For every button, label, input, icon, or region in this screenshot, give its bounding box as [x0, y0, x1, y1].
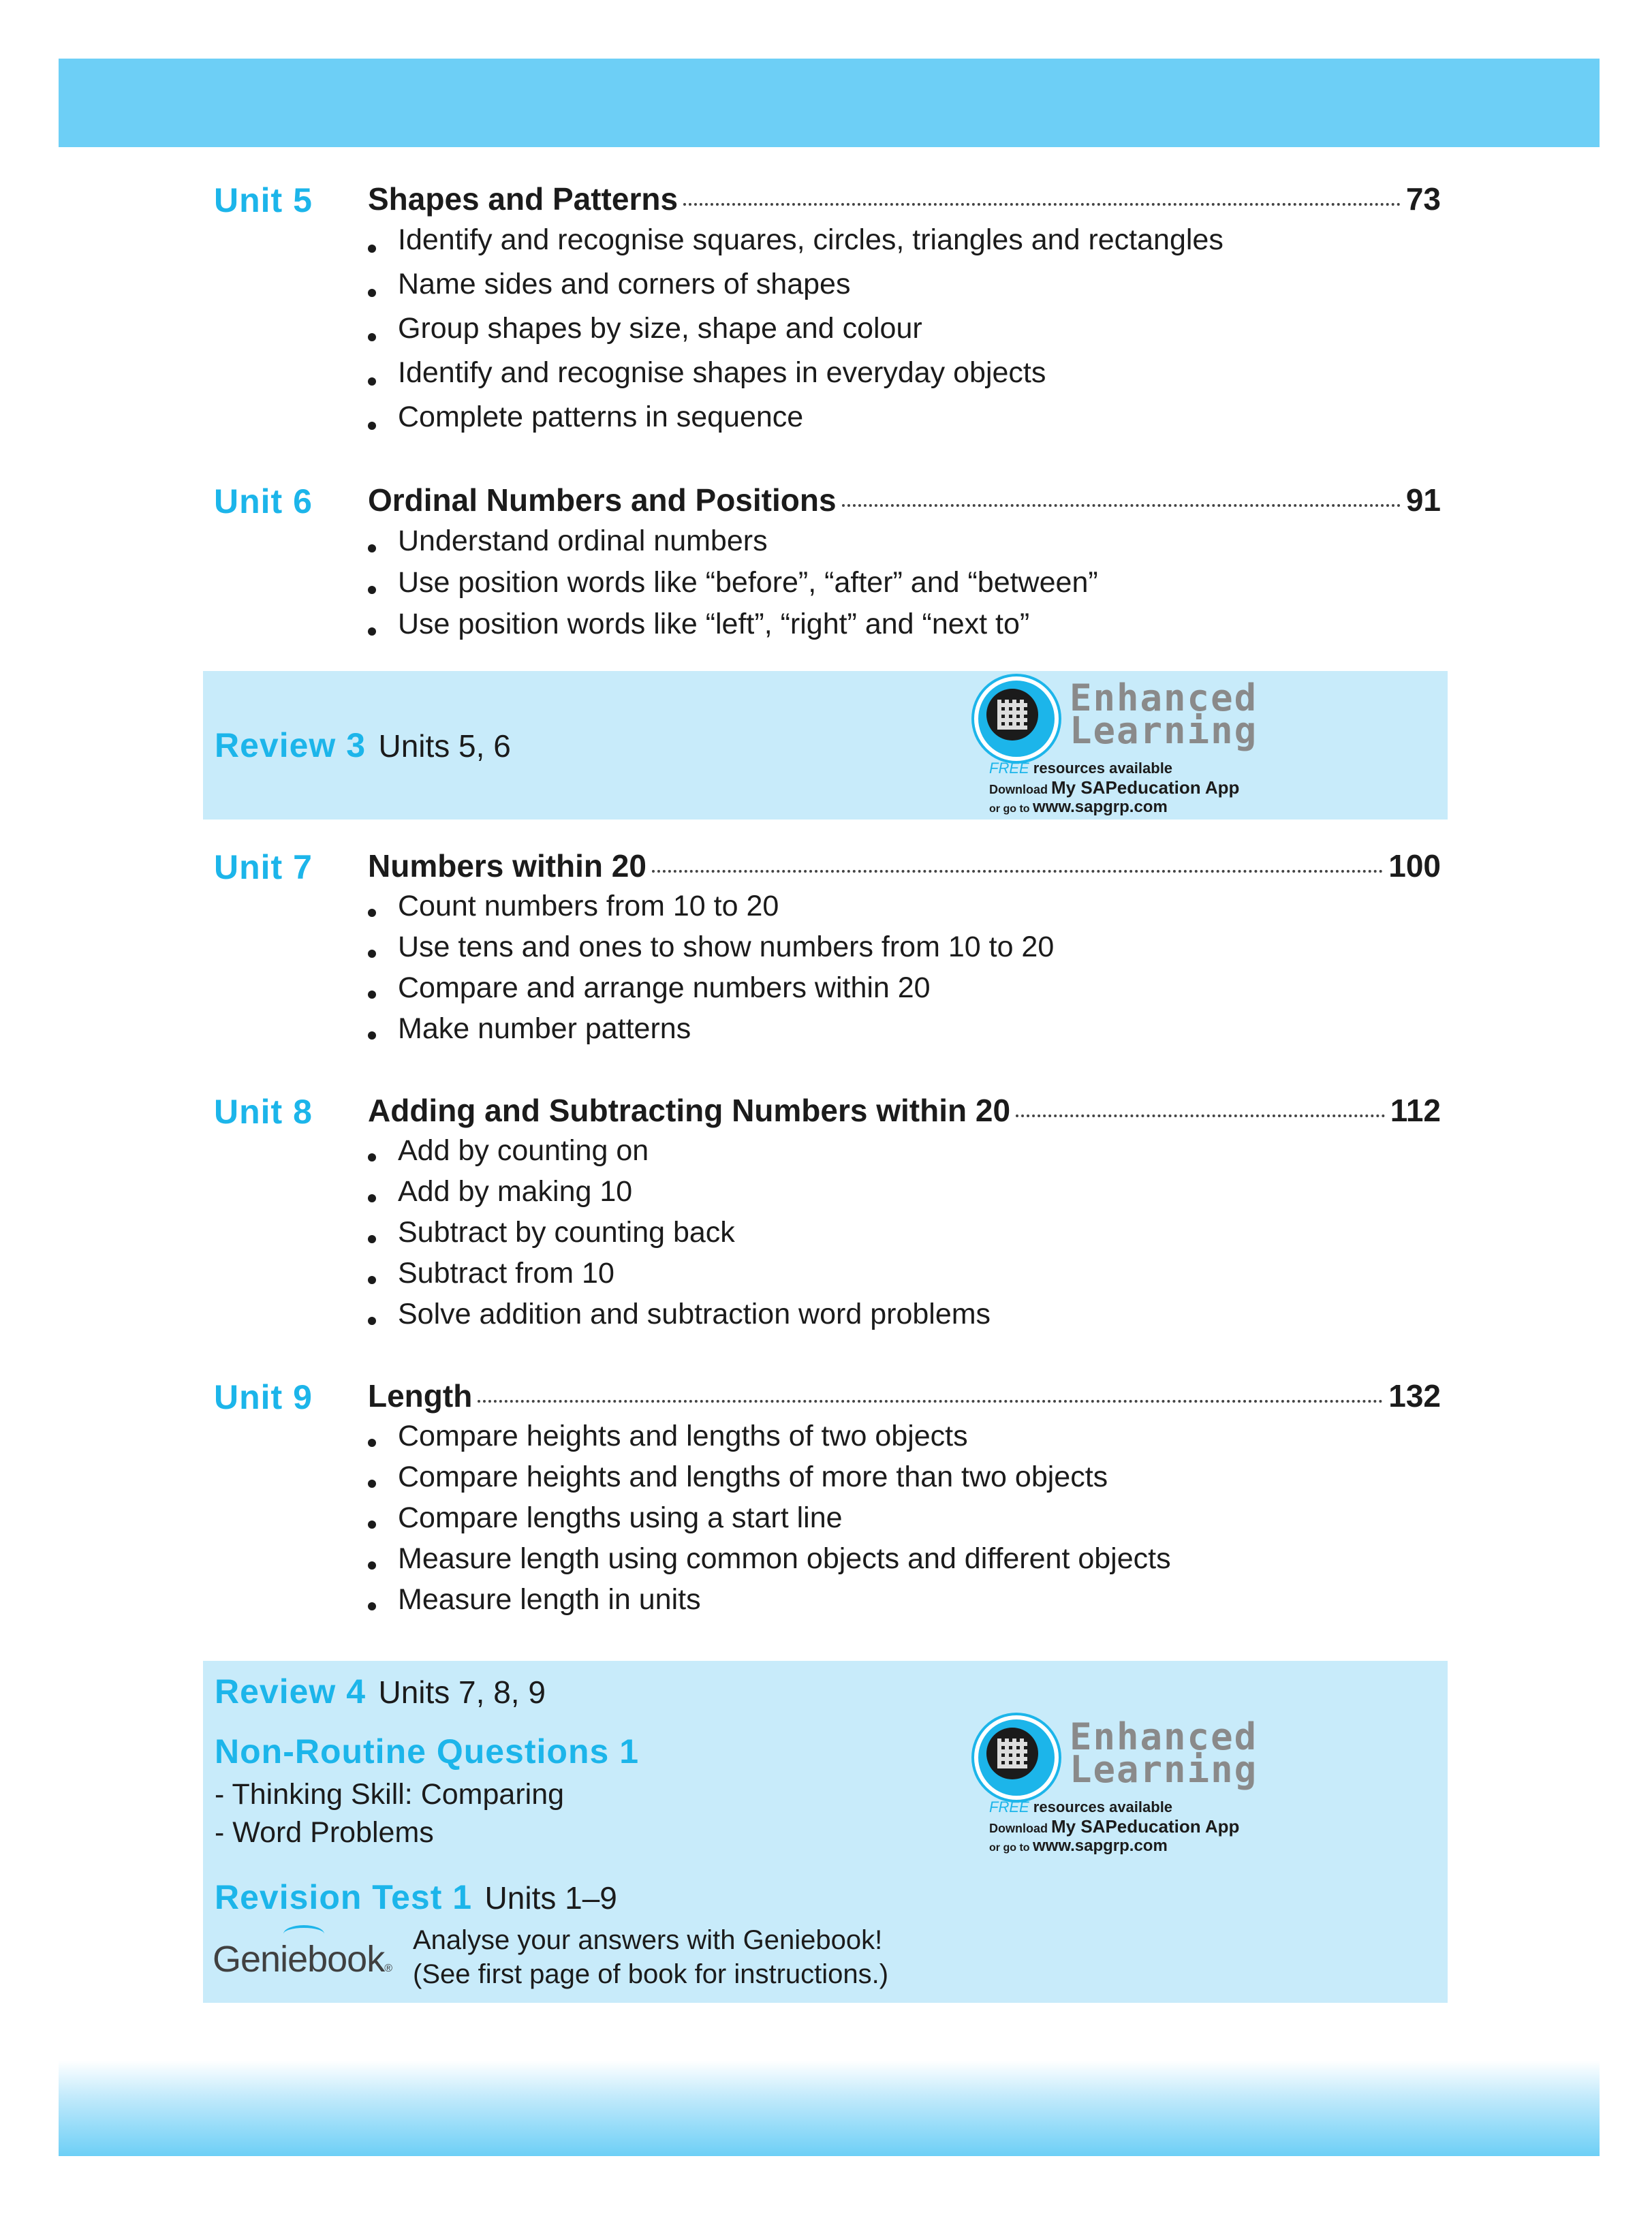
unit-5-label: Unit 5 [214, 181, 313, 219]
unit-8-title-row[interactable] [368, 1092, 1441, 1133]
unit-6-topics [368, 525, 1098, 649]
review-4-box [203, 1661, 1448, 2003]
list-item: Subtract from 10 [368, 1257, 991, 1298]
learning-text: Learning [1070, 1748, 1258, 1791]
list-item: Use position words like “left”, “right” and “next to” [368, 608, 1098, 649]
website-text: or go to www.sapgrp.com [989, 1837, 1168, 1855]
non-routine-item: - Thinking Skill: Comparing [215, 1778, 565, 1811]
review-3-box [203, 671, 1448, 820]
grid-icon [997, 1739, 1027, 1768]
unit-6-label: Unit 6 [214, 482, 313, 520]
list-item: Measure length using common objects and different objects [368, 1542, 1171, 1583]
unit-5-title: Shapes and Patterns [368, 181, 679, 217]
unit-5-title-row[interactable] [368, 181, 1441, 221]
revision-test-label: Revision Test 1 [215, 1878, 473, 1916]
list-item: Understand ordinal numbers [368, 525, 1098, 566]
review-3-text: Units 5, 6 [378, 728, 511, 764]
dot-leader [842, 504, 1401, 507]
enhanced-text: Enhanced [1070, 1715, 1258, 1758]
review-4-label: Review 4 [215, 1672, 367, 1711]
learning-text: Learning [1070, 709, 1258, 752]
non-routine-label[interactable]: Non-Routine Questions 1 [215, 1732, 639, 1771]
list-item: Compare and arrange numbers within 20 [368, 971, 1054, 1012]
list-item: Use tens and ones to show numbers from 10 to 20 [368, 931, 1054, 971]
unit-6-title: Ordinal Numbers and Positions [368, 482, 837, 518]
unit-9-title-row[interactable] [368, 1377, 1441, 1418]
unit-7-title-row[interactable] [368, 847, 1441, 888]
download-app-text: Download My SAPeducation App [989, 1816, 1240, 1837]
list-item: Use position words like “before”, “after” and “between” [368, 566, 1098, 608]
list-item: Name sides and corners of shapes [368, 268, 1224, 312]
free-resources-text: FREE resources available [989, 1798, 1173, 1815]
grid-icon [997, 700, 1027, 730]
list-item: Measure length in units [368, 1583, 1171, 1624]
list-item: Complete patterns in sequence [368, 401, 1224, 445]
unit-5-page-number: 73 [1405, 181, 1441, 217]
review-4-text: Units 7, 8, 9 [378, 1674, 546, 1710]
non-routine-item: - Word Problems [215, 1816, 434, 1849]
geniebook-line-1: Analyse your answers with Geniebook! [413, 1925, 883, 1955]
review-3-row[interactable] [215, 726, 511, 765]
geniebook-logo: Geniebook® [213, 1939, 392, 1980]
list-item: Compare heights and lengths of two objects [368, 1420, 1171, 1461]
list-item: Identify and recognise shapes in everyday objects [368, 356, 1224, 401]
review-4-row[interactable] [215, 1672, 546, 1711]
unit-8-title: Adding and Subtracting Numbers within 20 [368, 1093, 1011, 1128]
dot-leader [1016, 1114, 1385, 1117]
unit-7-page-number: 100 [1388, 848, 1441, 884]
unit-7-label: Unit 7 [214, 848, 313, 886]
enhanced-learning-logo [974, 1715, 1294, 1858]
unit-6-title-row[interactable] [368, 482, 1441, 523]
unit-8-page-number: 112 [1390, 1093, 1441, 1128]
unit-8-topics [368, 1134, 991, 1339]
list-item: Compare heights and lengths of more than two objects [368, 1461, 1171, 1501]
list-item: Compare lengths using a start line [368, 1501, 1171, 1542]
enhanced-text: Enhanced [1070, 676, 1258, 719]
list-item: Solve addition and subtraction word problems [368, 1298, 991, 1339]
geniebook-line-2: (See first page of book for instructions.) [413, 1959, 889, 1989]
dot-leader [683, 203, 1401, 206]
list-item: Add by counting on [368, 1134, 991, 1175]
list-item: Add by making 10 [368, 1175, 991, 1216]
list-item: Identify and recognise squares, circles, triangles and rectangles [368, 223, 1224, 268]
website-text: or go to www.sapgrp.com [989, 798, 1168, 816]
unit-8-label: Unit 8 [214, 1093, 313, 1131]
review-3-label: Review 3 [215, 726, 367, 764]
dot-leader [478, 1400, 1383, 1403]
list-item: Count numbers from 10 to 20 [368, 890, 1054, 931]
unit-7-title: Numbers within 20 [368, 848, 646, 884]
revision-test-row[interactable] [215, 1877, 617, 1917]
revision-test-text: Units 1–9 [484, 1880, 617, 1916]
list-item: Group shapes by size, shape and colour [368, 312, 1224, 356]
unit-9-title: Length [368, 1378, 473, 1414]
header-band [59, 59, 1600, 147]
unit-7-topics [368, 890, 1054, 1053]
free-resources-text: FREE resources available [989, 760, 1173, 777]
dot-leader [652, 870, 1383, 873]
list-item: Make number patterns [368, 1012, 1054, 1053]
download-app-text: Download My SAPeducation App [989, 777, 1240, 798]
unit-9-label: Unit 9 [214, 1378, 313, 1416]
unit-6-page-number: 91 [1405, 482, 1441, 518]
unit-5-topics [368, 223, 1224, 445]
footer-band [59, 2061, 1600, 2156]
unit-9-page-number: 132 [1388, 1378, 1441, 1414]
enhanced-learning-logo [974, 676, 1294, 820]
list-item: Subtract by counting back [368, 1216, 991, 1257]
unit-9-topics [368, 1420, 1171, 1624]
